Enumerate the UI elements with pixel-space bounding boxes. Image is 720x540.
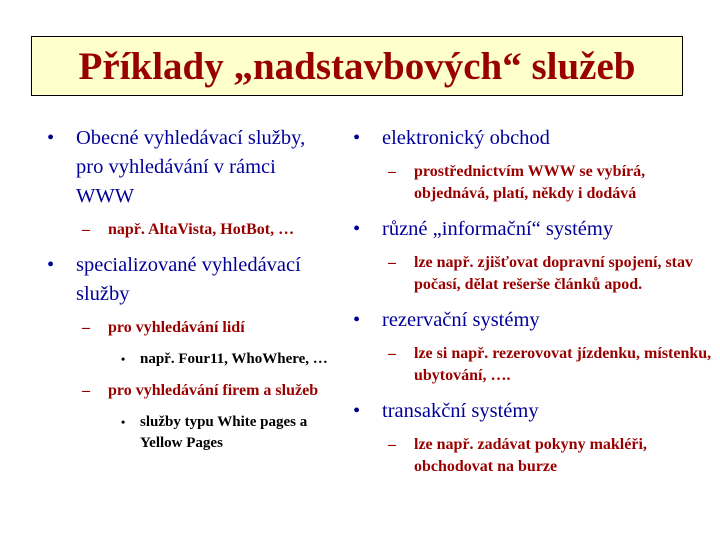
sub-bullet-text: lze např. zjišťovat dopravní spojení, stav počasí, dělat rešerše článků apod.	[414, 254, 694, 293]
bullet-information-systems	[350, 215, 712, 244]
sub-bullet-company-search	[44, 380, 334, 402]
dash-icon: –	[388, 254, 396, 271]
sub-bullet-ecommerce	[350, 161, 714, 205]
bullet-icon: •	[353, 218, 361, 240]
bullet-icon: •	[353, 400, 361, 422]
sub-bullet-text: pro vyhledávání firem a služeb	[108, 382, 319, 399]
bullet-text: transakční systémy	[382, 400, 539, 422]
bullet-icon: •	[47, 254, 55, 276]
title-box	[31, 36, 683, 96]
detail-text: např. Four11, WhoWhere, …	[140, 351, 328, 367]
bullet-icon: •	[47, 127, 55, 149]
detail-company-examples	[44, 412, 334, 454]
bullet-transaction-systems	[350, 397, 712, 426]
sub-bullet-reservation-systems	[350, 343, 714, 387]
slide-title: Příklady „nadstavbových“ služeb	[78, 44, 636, 88]
sub-bullet-text: lze si např. rezerovovat jízdenku, místenku, ubytování, ….	[414, 345, 712, 384]
sub-bullet-transaction-systems	[350, 434, 714, 478]
bullet-reservation-systems	[350, 306, 712, 335]
bullet-text: specializované vyhledávací služby	[76, 254, 301, 305]
bullet-specialized-search	[44, 251, 326, 309]
sub-bullet-people-search	[44, 317, 334, 339]
right-column	[350, 124, 710, 488]
dash-icon: –	[388, 163, 396, 180]
sub-bullet-text: lze např. zadávat pokyny makléři, obchodovat na burze	[414, 436, 647, 475]
dot-icon: •	[121, 415, 126, 429]
dash-icon: –	[82, 319, 90, 336]
bullet-icon: •	[353, 309, 361, 331]
sub-bullet-text: např. AltaVista, HotBot, …	[108, 221, 295, 238]
dash-icon: –	[82, 221, 90, 238]
bullet-text: elektronický obchod	[382, 127, 550, 149]
detail-text: služby typu White pages a Yellow Pages	[140, 414, 308, 451]
left-column	[44, 124, 334, 464]
dot-icon: •	[121, 352, 126, 366]
bullet-text: Obecné vyhledávací služby, pro vyhledávání v rámci WWW	[76, 127, 306, 207]
sub-bullet-text: pro vyhledávání lidí	[108, 319, 245, 336]
bullet-text: rezervační systémy	[382, 309, 540, 331]
bullet-text: různé „informační“ systémy	[382, 218, 614, 240]
sub-bullet-examples	[44, 219, 334, 241]
sub-bullet-text: prostřednictvím WWW se vybírá, objednává, platí, někdy i dodává	[414, 163, 646, 202]
bullet-ecommerce	[350, 124, 712, 153]
dash-icon: –	[388, 345, 396, 362]
dash-icon: –	[82, 382, 90, 399]
bullet-general-search	[44, 124, 326, 211]
bullet-icon: •	[353, 127, 361, 149]
dash-icon: –	[388, 436, 396, 453]
sub-bullet-information-systems	[350, 252, 714, 296]
detail-people-examples	[44, 349, 334, 370]
